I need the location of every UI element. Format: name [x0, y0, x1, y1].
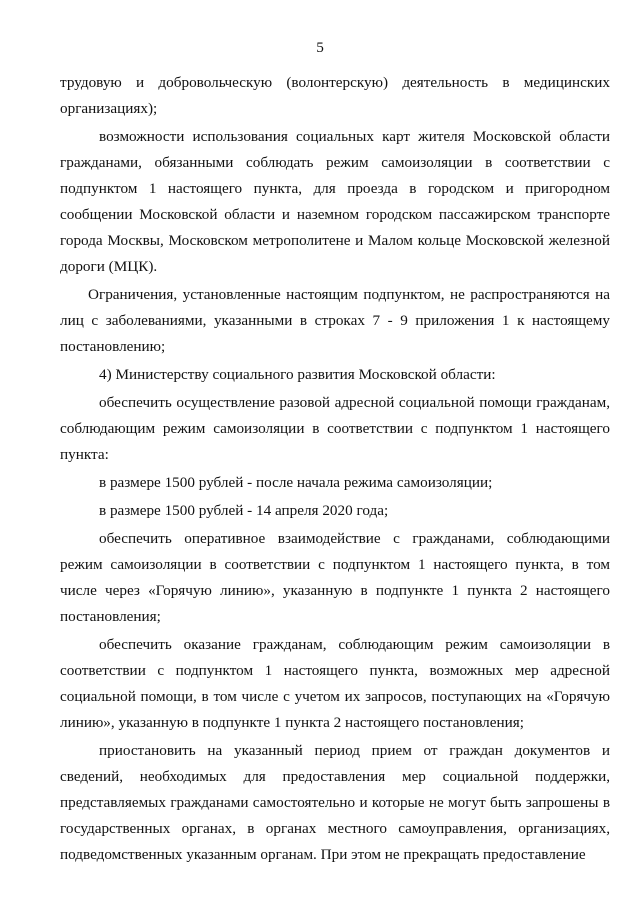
paragraph-assistance: обеспечить оказание гражданам, соблюдающим режим самоизоляции в соответствии с подпунктом 1 настоящего пункта, возможных мер адресной социальной помощи, в том числе с учетом их запросов, поступающих на «Горячую линию», указанную в подпункте 1 пункта 2 настоящего постановления; [60, 636, 610, 731]
paragraph-amount-second: в размере 1500 рублей - 14 апреля 2020 года; [99, 502, 389, 519]
paragraph-social-cards: возможности использования социальных карт жителя Московской области гражданами, обязанными соблюдать режим самоизоляции в соответствии с подпунктом 1 настоящего пункта, для проезда в городском и пригородном сообщении Московской области и наземном городском пассажирском транспорте города Москвы, Московском метрополитене и Малом кольце Московской железной дороги (МЦК). [60, 128, 610, 275]
page-number: 5 [316, 39, 324, 56]
paragraph-amount-first: в размере 1500 рублей - после начала режима самоизоляции; [99, 474, 493, 491]
paragraph-suspend-intake: приостановить на указанный период прием от граждан документов и сведений, необходимых для предоставления мер социальной поддержки, представляемых гражданами самостоятельно и которые не могут быть запрошены в государственных органах, в органах местного самоуправления, организациях, подведомственных указанным органам. При этом не прекращать предоставление [60, 742, 610, 863]
paragraph-interaction: обеспечить оперативное взаимодействие с гражданами, соблюдающими режим самоизоляции в соответствии с подпунктом 1 настоящего пункта, в том числе через «Горячую линию», указанную в подпункте 1 пункта 2 настоящего постановления; [60, 530, 610, 625]
document-body [60, 70, 610, 870]
paragraph-restrictions: Ограничения, установленные настоящим подпунктом, не распространяются на лиц с заболеваниями, указанными в строках 7 - 9 приложения 1 к настоящему постановлению; [60, 286, 610, 355]
paragraph-continuation: трудовую и добровольческую (волонтерскую) деятельность в медицинских организациях); [60, 74, 610, 117]
paragraph-one-time-aid: обеспечить осуществление разовой адресной социальной помощи гражданам, соблюдающим режим самоизоляции в соответствии с подпунктом 1 настоящего пункта: [60, 394, 610, 463]
paragraph-ministry-heading: 4) Министерству социального развития Московской области: [99, 366, 496, 383]
